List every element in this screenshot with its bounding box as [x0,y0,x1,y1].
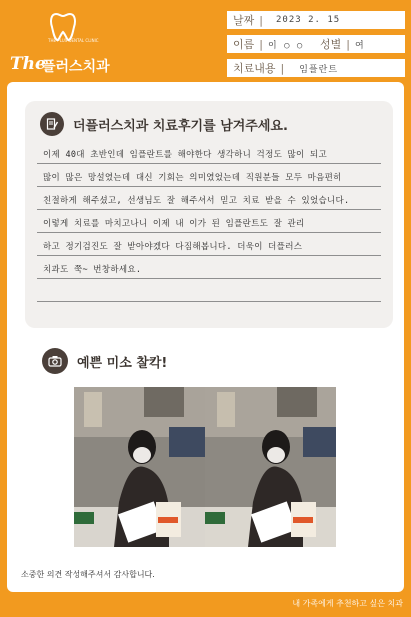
logo-tagline: THE PLUS DENTAL CLINIC [48,38,99,43]
review-line: 많이 많은 망설였는데 대신 기회는 의미였었는데 직원분들 모두 마음편히 [37,164,381,187]
gender-label: 성별 [319,38,342,51]
review-box [25,101,393,328]
treatment-row: 치료내용 | 임플란트 [227,59,405,77]
review-lines [37,141,381,302]
date-value: 2023 2. 15 [275,15,341,25]
date-row: 날짜 | 2023 2. 15 [227,11,405,29]
clinic-slogan: 내 가족에게 추천하고 싶은 치과 [292,599,403,608]
review-title: 더플러스치과 치료후기를 남겨주세요. [73,118,288,134]
review-line: 치과도 쭉~ 번창하세요. [37,256,381,279]
patient-photos [74,387,336,547]
review-line: 이제 40대 초반인데 임플란트를 해야한다 생각하니 걱정도 많이 되고 [37,141,381,164]
review-header [40,112,288,136]
treatment-value: 임플란트 [299,64,339,75]
patient-info [227,11,405,83]
treatment-label: 치료내용 [233,62,276,75]
patient-photo-left [74,387,205,547]
thank-you-note: 소중한 의견 작성해주셔서 감사합니다. [21,570,155,579]
patient-photo-right [205,387,336,547]
name-row: 이름 | 이 ○ ○ 성별 | 여 [227,35,405,53]
date-label: 날짜 [233,14,255,27]
photo-header [42,348,167,374]
review-line: 하고 정기검진도 잘 받아야겠다 다짐해봅니다. 더욱이 더플러스 [37,233,381,256]
gender-value: 여 [354,40,365,51]
camera-icon [42,348,68,374]
photo-title: 예쁜 미소 찰칵! [77,355,168,371]
review-line: 이렇게 치료를 마치고나니 이제 내 이가 된 임플란트도 잘 관리 [37,210,381,233]
logo-the: The [10,54,46,74]
clinic-logo [10,12,130,75]
header [0,0,411,82]
name-label: 이름 [233,38,255,51]
document-pen-icon [40,112,64,136]
review-card [7,82,404,592]
review-line: 친절하게 해주셨고, 선생님도 잘 해주셔서 믿고 치료 받을 수 있었습니다. [37,187,381,210]
name-value: 이 ○ ○ [267,40,304,51]
logo-name: 플러스치과 [42,59,110,75]
review-line [37,279,381,302]
